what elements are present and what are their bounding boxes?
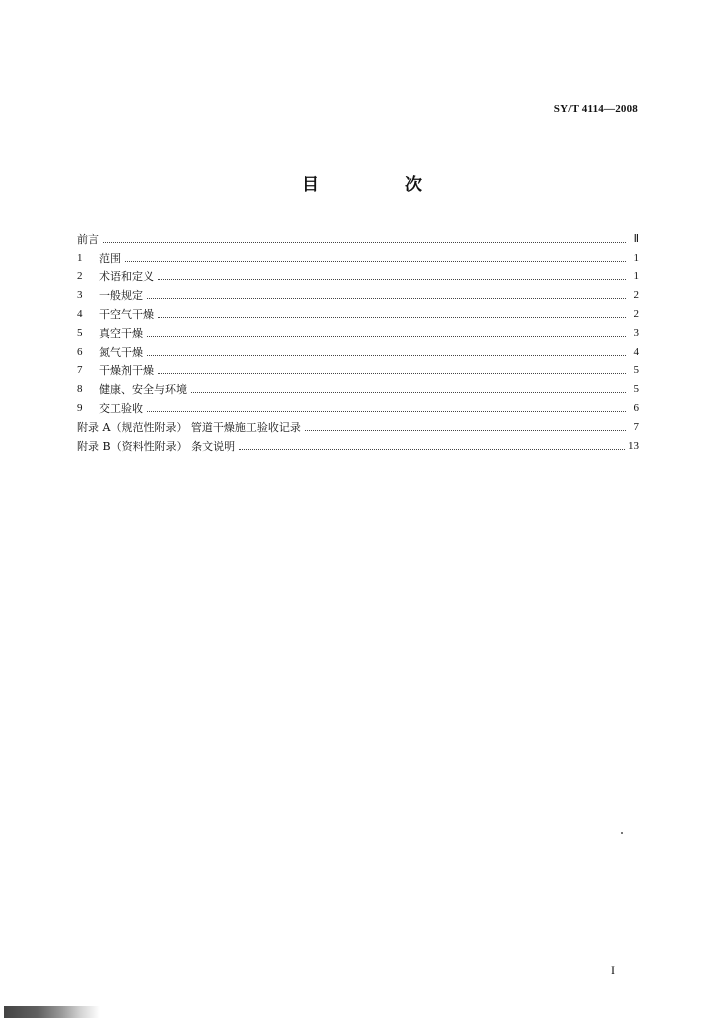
toc-entry-number: 8	[77, 383, 83, 396]
toc-entry-label: 附录 B（资料性附录） 条文说明	[77, 439, 236, 453]
standard-code: SY/T 4114—2008	[553, 103, 638, 115]
toc-leader-dots	[305, 430, 626, 431]
toc-entry-page: 1	[633, 251, 639, 264]
scan-speck	[621, 832, 623, 834]
toc-entry-label: 附录 A（规范性附录） 管道干燥施工验收记录	[77, 420, 301, 434]
toc-entry-label: 真空干燥	[99, 326, 143, 340]
toc-entry-page: 2	[633, 289, 639, 302]
toc-entry-4[interactable]	[77, 302, 639, 321]
page-number: I	[611, 963, 615, 977]
toc-entry-1[interactable]	[77, 246, 639, 265]
toc-entry-page: 1	[633, 270, 639, 283]
toc-entry-7[interactable]	[77, 359, 639, 378]
toc-leader-dots	[158, 317, 626, 318]
toc-entry-number: 2	[77, 270, 83, 283]
toc-entry-page: 2	[633, 307, 639, 320]
toc-leader-dots	[158, 279, 626, 280]
toc-leader-dots	[147, 298, 626, 299]
toc-entry-number: 5	[77, 326, 83, 339]
toc-entry-label: 术语和定义	[99, 270, 154, 284]
toc-entry-number: 4	[77, 307, 83, 320]
toc-entry-page: 5	[633, 383, 639, 396]
toc-entry-2[interactable]	[77, 265, 639, 284]
toc-entry-number: 9	[77, 401, 83, 414]
toc-entry-page: 7	[633, 420, 639, 433]
toc-entry-page: 13	[628, 439, 639, 452]
toc-entry-8[interactable]	[77, 377, 639, 396]
toc-entry-page: 5	[633, 364, 639, 377]
toc-entry-label: 干空气干燥	[99, 307, 154, 321]
toc-entry-foreword[interactable]	[77, 227, 639, 246]
toc-entry-label: 前言	[77, 232, 99, 246]
toc-entry-number: 3	[77, 289, 83, 302]
toc-entry-label: 交工验收	[99, 401, 143, 415]
table-of-contents	[77, 227, 639, 453]
toc-entry-number: 1	[77, 251, 83, 264]
toc-leader-dots	[147, 411, 626, 412]
toc-leader-dots	[147, 336, 626, 337]
scan-artifact	[4, 1006, 100, 1018]
toc-entry-label: 干燥剂干燥	[99, 364, 154, 378]
toc-entry-label: 范围	[99, 251, 121, 265]
toc-entry-page: Ⅱ	[633, 232, 639, 245]
toc-leader-dots	[147, 355, 626, 356]
toc-entry-9[interactable]	[77, 396, 639, 415]
toc-leader-dots	[191, 392, 626, 393]
toc-entry-label: 氮气干燥	[99, 345, 143, 359]
toc-leader-dots	[239, 449, 625, 450]
toc-entry-label: 健康、安全与环境	[99, 383, 187, 397]
toc-leader-dots	[158, 373, 626, 374]
toc-entry-number: 7	[77, 364, 83, 377]
toc-entry-number: 6	[77, 345, 83, 358]
page-title: 目 次	[302, 175, 462, 195]
toc-entry-3[interactable]	[77, 283, 639, 302]
toc-leader-dots	[103, 242, 626, 243]
toc-entry-label: 一般规定	[99, 289, 143, 303]
toc-entry-page: 6	[633, 401, 639, 414]
toc-entry-appendix-a[interactable]	[77, 415, 639, 434]
toc-leader-dots	[125, 261, 626, 262]
toc-entry-6[interactable]	[77, 340, 639, 359]
toc-entry-page: 3	[633, 326, 639, 339]
toc-entry-5[interactable]	[77, 321, 639, 340]
toc-entry-page: 4	[633, 345, 639, 358]
toc-entry-appendix-b[interactable]	[77, 434, 639, 453]
